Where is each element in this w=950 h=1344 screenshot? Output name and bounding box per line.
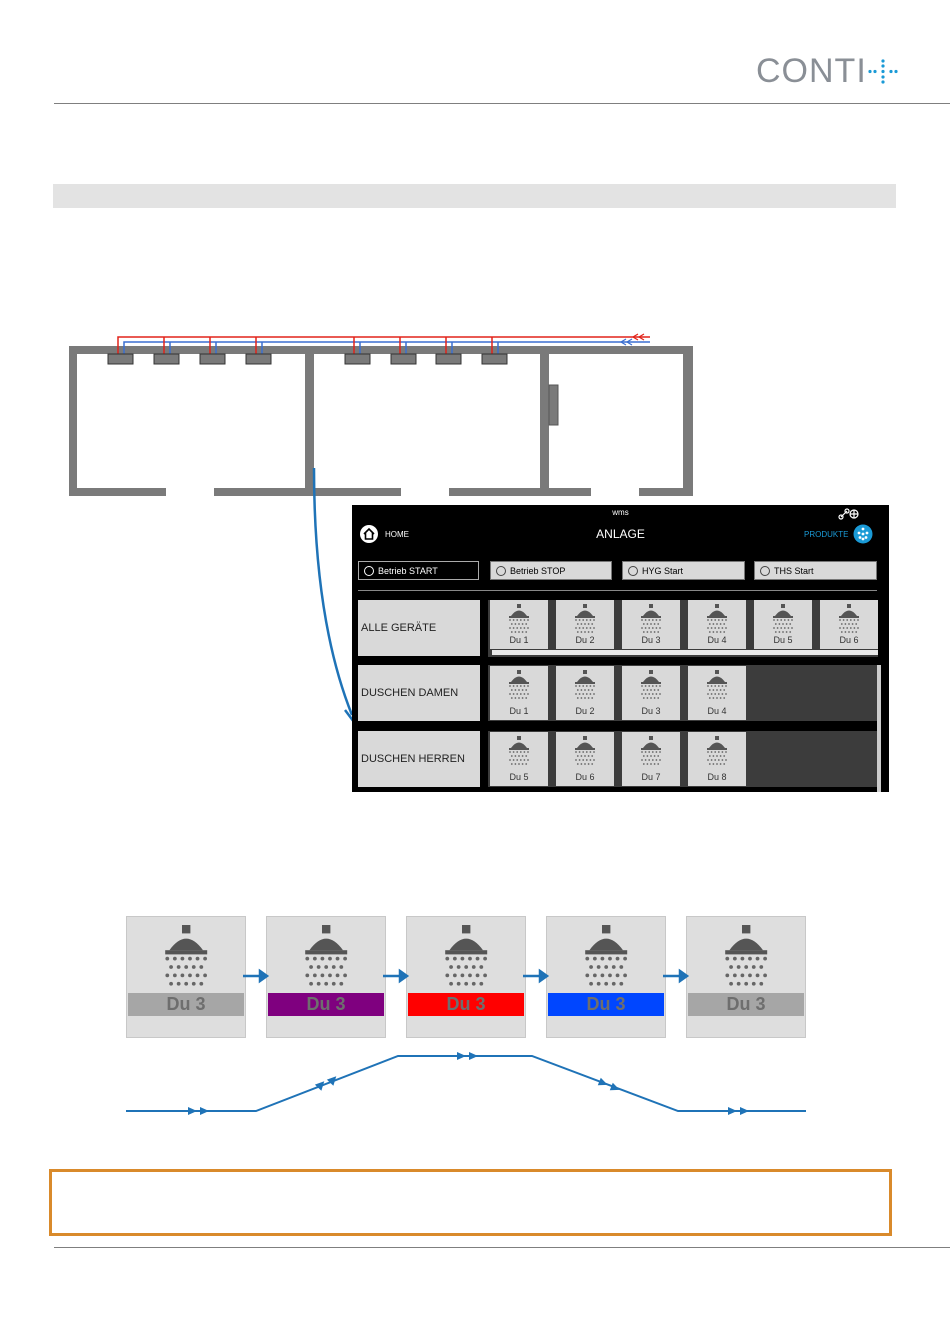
hyg-start-button[interactable] — [622, 561, 745, 580]
device-tile[interactable] — [622, 666, 680, 720]
vertical-scrollbar[interactable] — [877, 665, 881, 792]
state-label: Du 3 — [128, 993, 244, 1016]
device-tile[interactable] — [556, 600, 614, 649]
conti-logo — [756, 52, 867, 91]
group-label: ALLE GERÄTE — [361, 622, 437, 634]
warning-box — [49, 1169, 892, 1236]
device-label: Du 3 — [641, 635, 661, 645]
app-title: wms — [612, 508, 629, 517]
wms-panel — [352, 505, 889, 792]
logo-plus-icon — [866, 58, 900, 86]
panel-divider — [358, 590, 877, 591]
products-button[interactable] — [804, 524, 873, 544]
device-tile[interactable] — [556, 732, 614, 786]
device-label: Du 5 — [509, 772, 529, 782]
shower-icon — [573, 736, 597, 766]
betrieb-start-button[interactable] — [358, 561, 479, 580]
device-label: Du 4 — [707, 706, 727, 716]
device-label: Du 2 — [575, 706, 595, 716]
device-tile[interactable] — [622, 600, 680, 649]
device-label: Du 4 — [707, 635, 727, 645]
shower-icon — [161, 925, 211, 988]
products-icon — [853, 524, 873, 544]
device-tile[interactable] — [556, 666, 614, 720]
device-label: Du 8 — [707, 772, 727, 782]
button-label: THS Start — [774, 565, 814, 576]
device-label: Du 1 — [509, 706, 529, 716]
device-tile[interactable] — [820, 600, 878, 649]
shower-icon — [639, 604, 663, 634]
footer-divider — [54, 1247, 950, 1248]
device-label: Du 3 — [641, 706, 661, 716]
section-band — [53, 184, 896, 208]
ths-start-button[interactable] — [754, 561, 877, 580]
group-label: DUSCHEN HERREN — [361, 753, 465, 765]
shower-icon — [771, 604, 795, 634]
home-label: HOME — [385, 529, 409, 539]
header-divider — [54, 103, 950, 104]
shower-icon — [507, 736, 531, 766]
device-tile[interactable] — [688, 732, 746, 786]
shower-icon — [507, 604, 531, 634]
device-tile[interactable] — [688, 600, 746, 649]
device-tile[interactable] — [754, 600, 812, 649]
ths-gear-icon — [760, 566, 770, 576]
state-label: Du 3 — [268, 993, 384, 1016]
button-label: Betrieb STOP — [510, 565, 566, 576]
device-label: Du 2 — [575, 635, 595, 645]
state-tile — [126, 916, 246, 1038]
shower-icon — [705, 604, 729, 634]
play-icon — [364, 566, 374, 576]
stop-icon — [496, 566, 506, 576]
button-label: HYG Start — [642, 565, 684, 576]
device-tile[interactable] — [688, 666, 746, 720]
shower-icon — [705, 670, 729, 700]
shower-icon — [573, 604, 597, 634]
hyg-drop-icon — [628, 566, 638, 576]
horizontal-scrollbar[interactable] — [492, 650, 878, 655]
button-label: Betrieb START — [378, 565, 438, 576]
state-arrows — [240, 965, 690, 985]
shower-icon — [507, 670, 531, 700]
shower-icon — [721, 925, 771, 988]
floor-plan — [60, 325, 700, 505]
state-label: Du 3 — [408, 993, 524, 1016]
device-tile[interactable] — [490, 600, 548, 649]
state-tile — [686, 916, 806, 1038]
shower-icon — [573, 670, 597, 700]
device-tile[interactable] — [490, 732, 548, 786]
logo-text: CONTI — [756, 52, 867, 90]
device-label: Du 6 — [575, 772, 595, 782]
group-alle-geraete[interactable] — [358, 600, 480, 656]
shower-icon — [639, 670, 663, 700]
device-tile[interactable] — [622, 732, 680, 786]
betrieb-stop-button[interactable] — [490, 561, 612, 580]
group-duschen-herren[interactable] — [358, 731, 480, 787]
state-label: Du 3 — [548, 993, 664, 1016]
group-label: DUSCHEN DAMEN — [361, 687, 459, 699]
link-globe-icon[interactable] — [838, 508, 862, 520]
device-label: Du 1 — [509, 635, 529, 645]
page-title: ANLAGE — [596, 527, 645, 541]
state-timeline — [120, 1045, 815, 1125]
device-label: Du 7 — [641, 772, 661, 782]
shower-icon — [837, 604, 861, 634]
state-label: Du 3 — [688, 993, 804, 1016]
products-label: PRODUKTE — [804, 529, 849, 539]
group-duschen-damen[interactable] — [358, 665, 480, 721]
shower-icon — [705, 736, 729, 766]
device-tile[interactable] — [490, 666, 548, 720]
device-label: Du 5 — [773, 635, 793, 645]
shower-icon — [639, 736, 663, 766]
device-label: Du 6 — [839, 635, 859, 645]
